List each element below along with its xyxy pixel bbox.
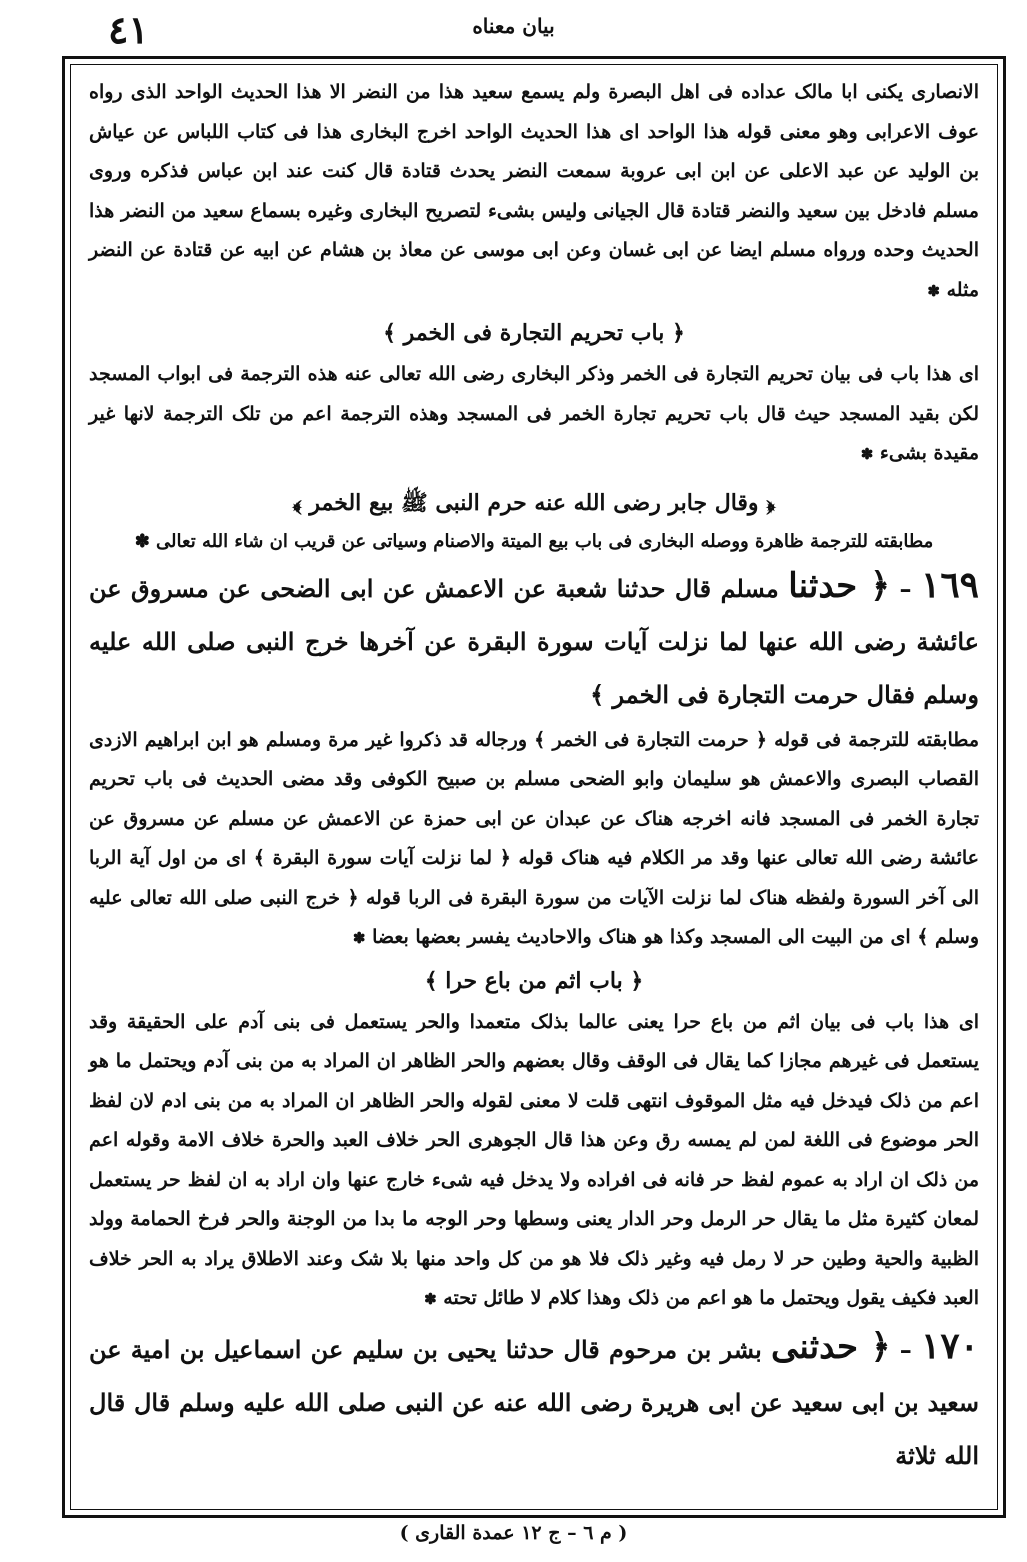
end-mark: ✽ xyxy=(424,1290,437,1308)
page-body xyxy=(70,64,998,1510)
hadith-text: مسلم قال حدثنا شعبة عن الاعمش عن ابی الضحی عن مسروق عن عائشة رضی الله عنها لما نزلت آیات سورة البقرة عن آخرها خرج النبی صلی الله علیه وسلم فقال حرمت التجارة فی الخمر ﴾ xyxy=(89,573,979,709)
hadith-opener: ﴿ حدثنا xyxy=(788,565,891,606)
hadith-170: ١٧٠ – ﴿ حدثنی بشر بن مرحوم قال حدثنا یحیی بن سلیم عن اسماعیل بن امیة عن سعید بن ابی سعید عن ابی هریرة رضی الله عنه عن النبی صلی الله علیه وسلم قال قال الله ثلاثة xyxy=(89,1324,979,1470)
commentary-text: الانصاری یکنی ابا مالک عداده فی اهل البصرة ولم یسمع سعید هذا من النضر الا هذا الحدیث الواحد الذی رواه عوف الاعرابی وهو معنی قوله هذا الواحد ای هذا الحدیث الواحد اخرج البخاری هذا فی کتاب اللباس عن عیاش بن الولید عن عبد الاعلی عن ابن ابی عروبة سمعت النضر یحدث قتادة قال کنت عند ابن عباس فذکره وروی مسلم فادخل بین سعید والنضر قتادة قال الجیانی ولیس بشیء لتصریح البخاری وغیره بسماع سعید من النضر هذا الحدیث وحده ورواه مسلم ایضا عن ابی غسان وعن ابی موسی عن معاذ بن هشام عن ابیه عن قتادة عن النضر مثله xyxy=(89,81,979,301)
chapter-explanation-text: ای هذا باب فی بیان تحریم التجارة فی الخمر وذکر البخاری رضی الله تعالی عنه هذه الترجمة فی ابواب المسجد لکن بقید المسجد حیث قال باب تحریم تجارة الخمر فی المسجد وهذه الترجمة اعم من تلک الترجمة لانها غیر مقیدة بشیء xyxy=(89,363,979,464)
hadith-169-commentary xyxy=(89,721,979,959)
hadith-text: بشر بن مرحوم قال حدثنا یحیی بن سلیم عن اسماعیل بن امیة عن سعید بن ابی سعید عن ابی هریرة رضی الله عنه عن النبی صلی الله علیه وسلم قال قال الله ثلاثة xyxy=(89,1334,979,1470)
hadith-number: ١٧٠ xyxy=(920,1324,979,1367)
running-title: بیان معناه xyxy=(472,14,555,38)
end-mark: ✽ xyxy=(352,929,366,947)
mualaq-note: مطابقته للترجمة ظاهرة ووصله البخاری فی باب بیع المیتة والاصنام وسیاتی عن قریب ان شاء الله تعالی ✽ xyxy=(134,530,934,552)
hadith-opener: ﴿ حدثنی xyxy=(771,1326,891,1367)
hadith-169: ١٦٩ – ﴿ حدثنا مسلم قال حدثنا شعبة عن الاعمش عن ابی الضحی عن مسروق عن عائشة رضی الله عنها لما نزلت آیات سورة البقرة عن آخرها خرج النبی صلی الله علیه وسلم فقال حرمت التجارة فی الخمر ﴾ xyxy=(89,563,980,709)
hadith-number: ١٦٩ xyxy=(921,563,980,606)
end-mark: ✽ xyxy=(927,281,940,300)
end-mark: ✽ xyxy=(860,445,874,463)
chapter-explanation xyxy=(89,355,979,475)
chapter-explanation-text: ای هذا باب فی بیان اثم من باع حرا یعنی عالما بذلک متعمدا والحر یستعمل فی بنی آدم علی الحقیقة وقد یستعمل فی غیرهم مجازا کما یقال فی الوقف وقال بعضهم والحر الظاهر ان المراد به من بنی آدم ویحتمل ما هو اعم من ذلک فیدخل فیه مثل الموقوف انتهی قلت لا معنی لقوله والحر الظاهر ان المراد به من بنی ادم لان لفظ الحر موضوع فی اللغة لمن لم یمسه رق وعن هذا قال الجوهری الحر خلاف العبد والحرة خلاف الامة وقوله اعم من ذلک ان اراد به عموم لفظ حر فانه فی افراده ولا یدخل فیه شیء خارج عنها وان اراد به ان لفظ حر یستعمل لمعان کثیرة مثل ما یقال حر الرمل وحر الدار یعنی وسطها وحر الوجه ما بدا من الوجنة والحر فرخ الحمامة وولد الظبیة والحیة وطین حر لا رمل فیه وغیر ذلک فلا هو من کل واحد منها بلا شک وعند الاطلاق یراد به الحر خلاف العبد فکیف یقول ویحتمل ما هو اعم من ذلک وهذا کلام لا طائل تحته xyxy=(89,1010,979,1309)
chapter-heading: ﴿ باب اثم من باع حرا ﴾ xyxy=(424,967,644,994)
chapter-explanation xyxy=(89,1003,979,1320)
mualaq-heading: ﴿ وقال جابر رضی الله عنه حرم النبی ﷺ بیع الخمر ﴾ xyxy=(292,489,776,516)
footer-signature: ( م ٦ – ج ١٢ عمدة القاری ) xyxy=(399,1522,628,1544)
page-number: ٤١ xyxy=(108,7,149,52)
commentary-paragraph xyxy=(89,73,979,311)
commentary-text: مطابقته للترجمة فی قوله ﴿ حرمت التجارة فی الخمر ﴾ ورجاله قد ذکروا غیر مرة ومسلم هو ابن ابراهیم الازدی القصاب البصری والاعمش هو سلیمان وابو الضحی مسلم بن صبیح الکوفی وقد مضی الحدیث فی باب تحریم تجارة الخمر فی المسجد فانه اخرجه هناک عن عبدان عن ابی حمزة عن الاعمش عن مسلم عن مسروق عن عائشة رضی الله تعالی عنها وقد مر الکلام فیه هناک قوله ﴿ لما نزلت آیات سورة البقرة ﴾ ای من اول آیة الربا الی آخر السورة ولفظه هناک لما نزلت الآیات من سورة البقرة فی الربا قوله ﴿ خرج النبی صلی الله تعالی علیه وسلم ﴾ ای من البیت الی المسجد وکذا هو هناک والاحادیث یفسر بعضها بعضا xyxy=(89,728,979,948)
chapter-heading: ﴿ باب تحریم التجارة فی الخمر ﴾ xyxy=(383,320,685,346)
